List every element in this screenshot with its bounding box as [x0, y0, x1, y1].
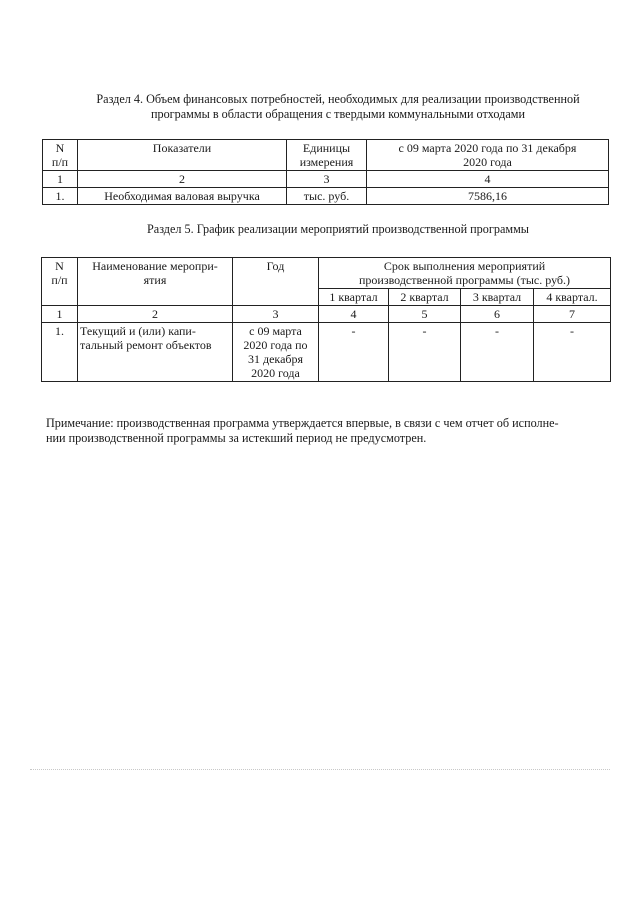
header-period [367, 140, 609, 171]
header-period-line-1: с 09 марта 2020 года по 31 декабря [398, 141, 577, 155]
row-value: 7586,16 [367, 188, 609, 205]
column-number-row [43, 171, 609, 188]
note-line-1: Примечание: производственная программа утверждается впервые, в связи с чем отчет об исполне- [46, 416, 559, 430]
header-term [319, 258, 611, 289]
header-quarter-3: 3 квартал [461, 289, 534, 306]
header-units-line-2: измерения [299, 155, 354, 169]
table-header-row [43, 140, 609, 171]
section-4-heading [40, 92, 636, 121]
section-4-heading-line-1: Раздел 4. Объем финансовых потребностей, необходимых для реализации производственной [96, 92, 580, 106]
table-row [43, 188, 609, 205]
row-year-line-3: 31 декабря [247, 352, 304, 366]
column-number: 6 [461, 306, 534, 323]
header-quarter-1: 1 квартал [319, 289, 389, 306]
column-number: 1 [42, 306, 78, 323]
header-term-line-1: Срок выполнения мероприятий [383, 259, 546, 273]
financial-needs-table [42, 139, 609, 205]
header-number-line-1: N [55, 259, 64, 273]
column-number: 3 [287, 171, 367, 188]
header-term-line-2: производственной программы (тыс. руб.) [359, 273, 571, 287]
row-unit: тыс. руб. [287, 188, 367, 205]
header-units-line-1: Единицы [302, 141, 351, 155]
section-4-heading-line-2: программы в области обращения с твердыми коммунальными отходами [150, 106, 526, 121]
header-number [42, 258, 78, 306]
row-indicator: Необходимая валовая выручка [78, 188, 287, 205]
row-activity-name-line-2: тальный ремонт объектов [80, 338, 212, 352]
row-number: 1. [42, 323, 78, 382]
column-number: 3 [233, 306, 319, 323]
row-year-line-2: 2020 года по [243, 338, 308, 352]
row-quarter-1: - [319, 323, 389, 382]
row-year-line-4: 2020 года [251, 366, 300, 380]
note-paragraph [46, 416, 610, 445]
column-number: 7 [534, 306, 611, 323]
row-quarter-4: - [534, 323, 611, 382]
table-header-row [42, 258, 611, 289]
table-row [42, 323, 611, 382]
column-number: 2 [78, 306, 233, 323]
header-indicators: Показатели [78, 140, 287, 171]
row-number: 1. [43, 188, 78, 205]
scan-artifact-line [30, 769, 610, 770]
header-activity-name-line-1: Наименование меропри- [92, 259, 218, 273]
header-quarter-2: 2 квартал [389, 289, 461, 306]
section-5-heading: Раздел 5. График реализации мероприятий производственной программы [147, 222, 529, 236]
header-quarter-4: 4 квартал. [534, 289, 611, 306]
note-line-2: нии производственной программы за истекший период не предусмотрен. [46, 430, 427, 445]
header-activity-name [78, 258, 233, 306]
column-number-row [42, 306, 611, 323]
row-quarter-3: - [461, 323, 534, 382]
column-number: 2 [78, 171, 287, 188]
header-activity-name-line-2: ятия [143, 273, 167, 287]
header-number-line-2: п/п [51, 273, 68, 287]
header-number [43, 140, 78, 171]
header-number-line-1: N [55, 141, 65, 155]
column-number: 1 [43, 171, 78, 188]
header-units [287, 140, 367, 171]
column-number: 4 [367, 171, 609, 188]
schedule-table [41, 257, 611, 382]
row-activity-name-line-1: Текущий и (или) капи- [80, 324, 196, 338]
header-year: Год [233, 258, 319, 306]
column-number: 4 [319, 306, 389, 323]
header-period-line-2: 2020 года [463, 155, 512, 169]
header-number-line-2: п/п [51, 155, 69, 169]
row-quarter-2: - [389, 323, 461, 382]
row-activity-name [78, 323, 233, 382]
row-year [233, 323, 319, 382]
column-number: 5 [389, 306, 461, 323]
row-year-line-1: с 09 марта [249, 324, 302, 338]
